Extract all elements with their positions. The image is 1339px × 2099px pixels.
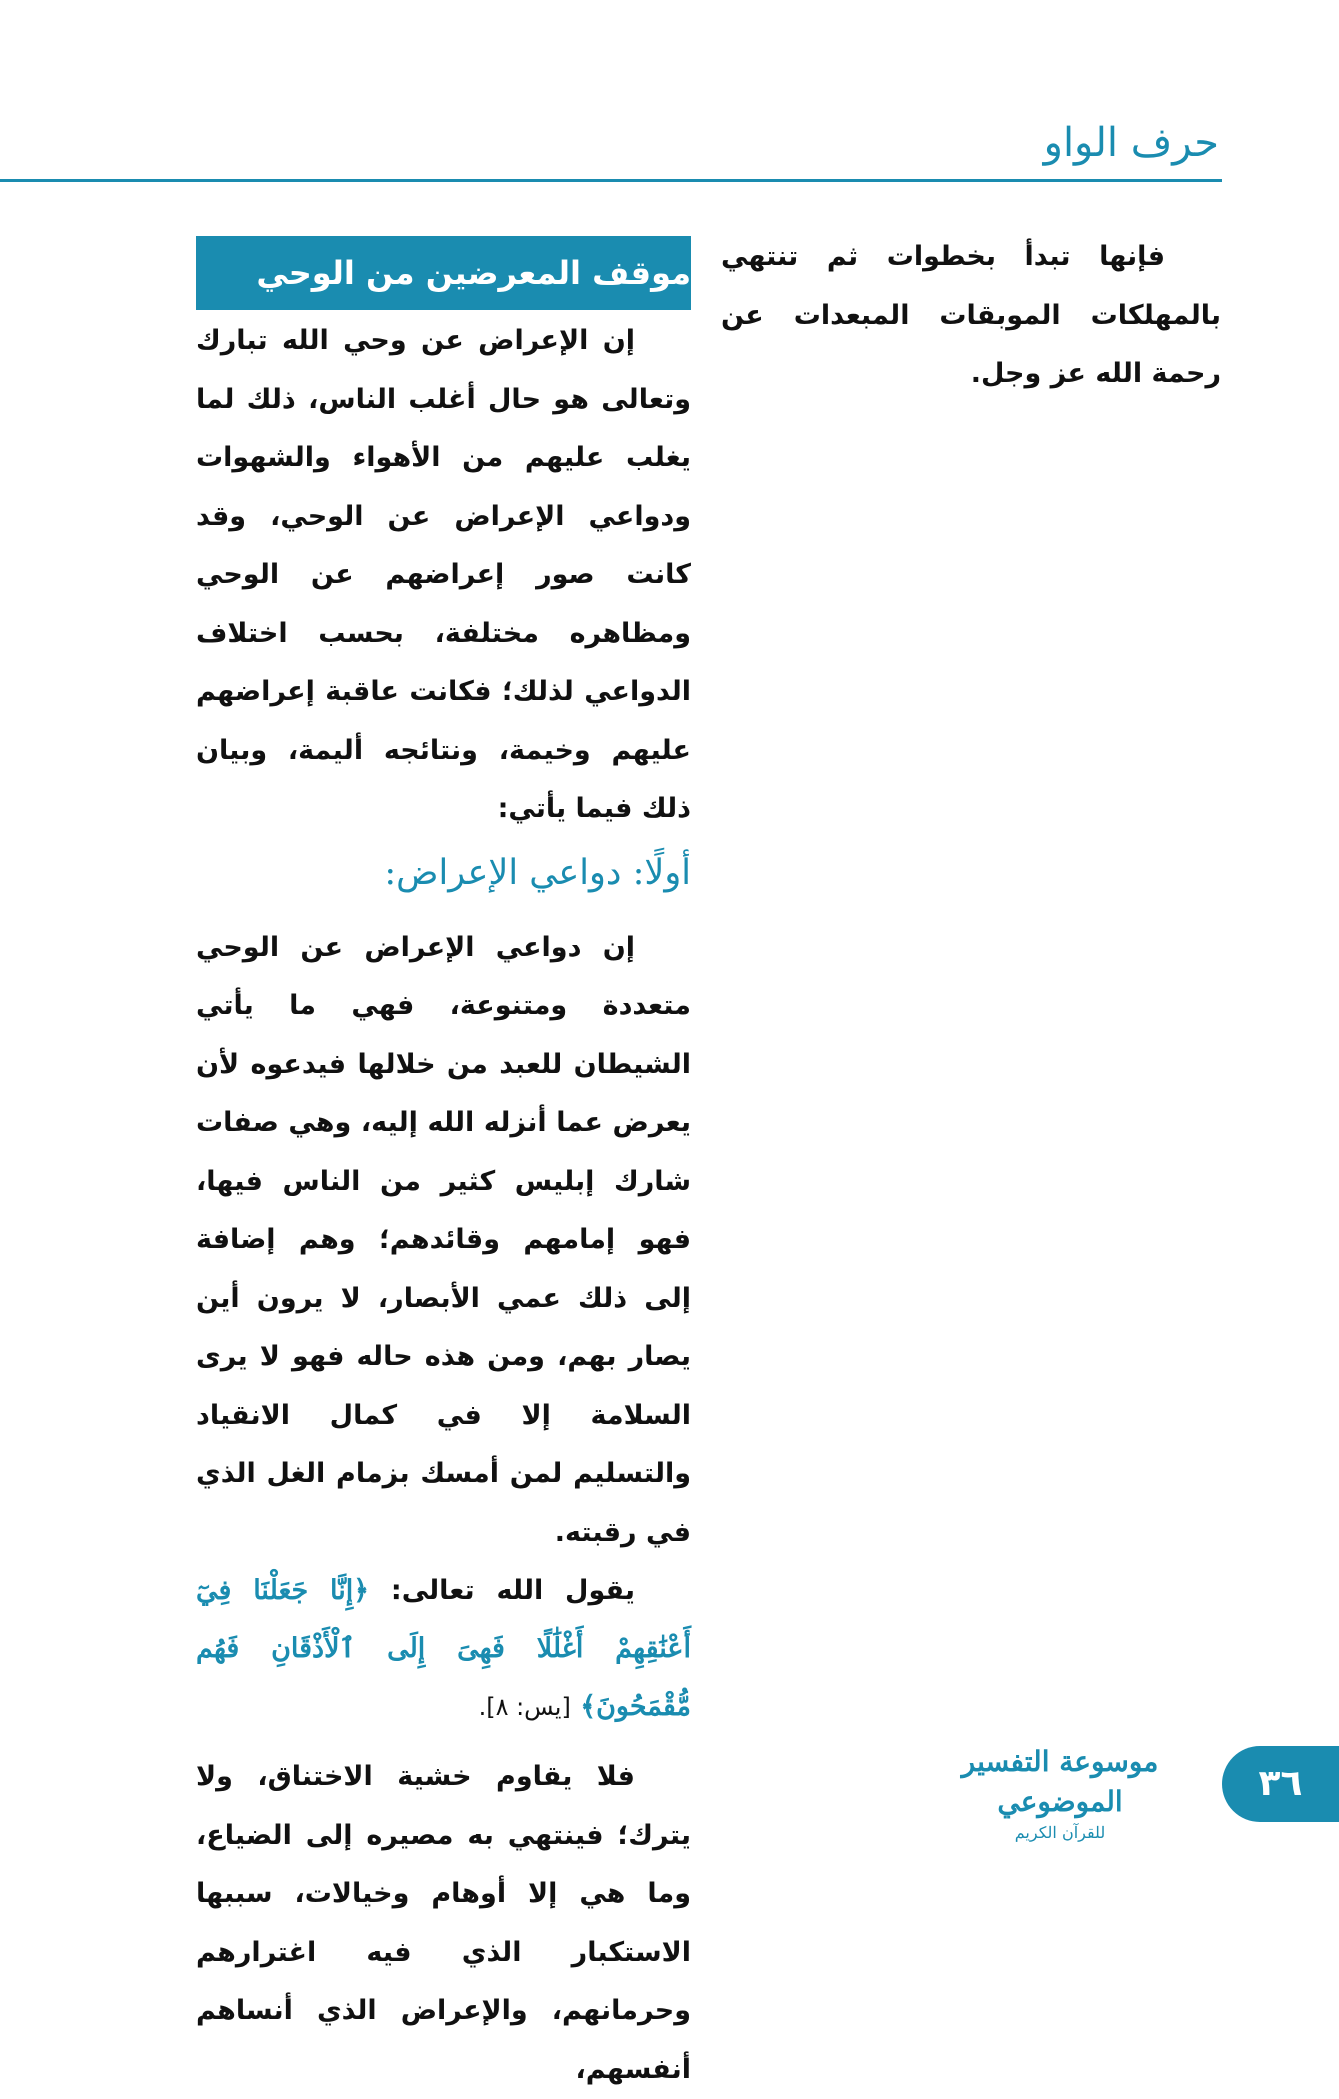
header-rule — [0, 179, 1222, 182]
logo-subtitle: للقرآن الكريم — [1014, 1823, 1106, 1842]
subheading: أولًا: دواعي الإعراض: — [384, 852, 691, 893]
spacer — [196, 1736, 691, 1748]
verse-intro: يقول الله تعالى: — [390, 1575, 635, 1606]
encyclopedia-logo — [930, 1742, 1190, 1844]
left-column — [196, 236, 691, 2099]
verse-reference: [يس: ٨]. — [478, 1693, 571, 1721]
logo-title: موسوعة التفسير الموضوعي — [961, 1745, 1159, 1818]
quran-verse: إِنَّا جَعَلْنَا فِيٓ أَعْنَٰقِهِمْ أَغْلَٰلًا فَهِىَ إِلَى ٱلْأَذْقَانِ فَهُم مُّقْمَحُونَ — [196, 1575, 691, 1722]
verse-close-bracket: ﴾ — [580, 1691, 597, 1722]
paragraph-consequence: فلا يقاوم خشية الاختناق، ولا يترك؛ فينتهي به مصيره إلى الضياع، وما هي إلا أوهام وخيالات، سببها الاستكبار الذي فيه اغترارهم وحرمانهم، والإعراض الذي أنساهم أنفسهم، — [196, 1761, 691, 2085]
right-column — [721, 228, 1221, 404]
page-number: ٣٦ — [1222, 1746, 1339, 1822]
intro-paragraph: إن الإعراض عن وحي الله تبارك وتعالى هو حال أغلب الناس، ذلك لما يغلب عليهم من الأهواء والشهوات ودواعي الإعراض عن الوحي، وقد كانت صور إعراضهم عن الوحي ومظاهره مختلفة، بحسب اختلاف الدواعي لذلك؛ فكانت عاقبة إعراضهم عليهم وخيمة، ونتائجه أليمة، وبيان ذلك فيما يأتي: — [196, 325, 691, 824]
verse-open-bracket: ﴿ — [353, 1575, 370, 1606]
paragraph-causes: إن دواعي الإعراض عن الوحي متعددة ومتنوعة، فهي ما يأتي الشيطان للعبد من خلالها فيدعوه لأن يعرض عما أنزله الله إليه، وهي صفات شارك إبليس كثير من الناس فيها، فهو إمامهم وقائدهم؛ وهم إضافة إلى ذلك عمي الأبصار، لا يرون أين يصار بهم، ومن هذه حاله فهو لا يرى السلامة إلا في كمال الانقياد والتسليم لمن أمسك بزمام الغل الذي في رقبته. — [196, 931, 691, 1548]
right-column-paragraph: فإنها تبدأ بخطوات ثم تنتهي بالمهلكات الموبقات المبعدات عن رحمة الله عز وجل. — [721, 241, 1221, 389]
section-title: موقف المعرضين من الوحي — [196, 236, 691, 310]
chapter-title: حرف الواو — [1043, 120, 1219, 166]
verse-paragraph — [196, 1562, 691, 1736]
